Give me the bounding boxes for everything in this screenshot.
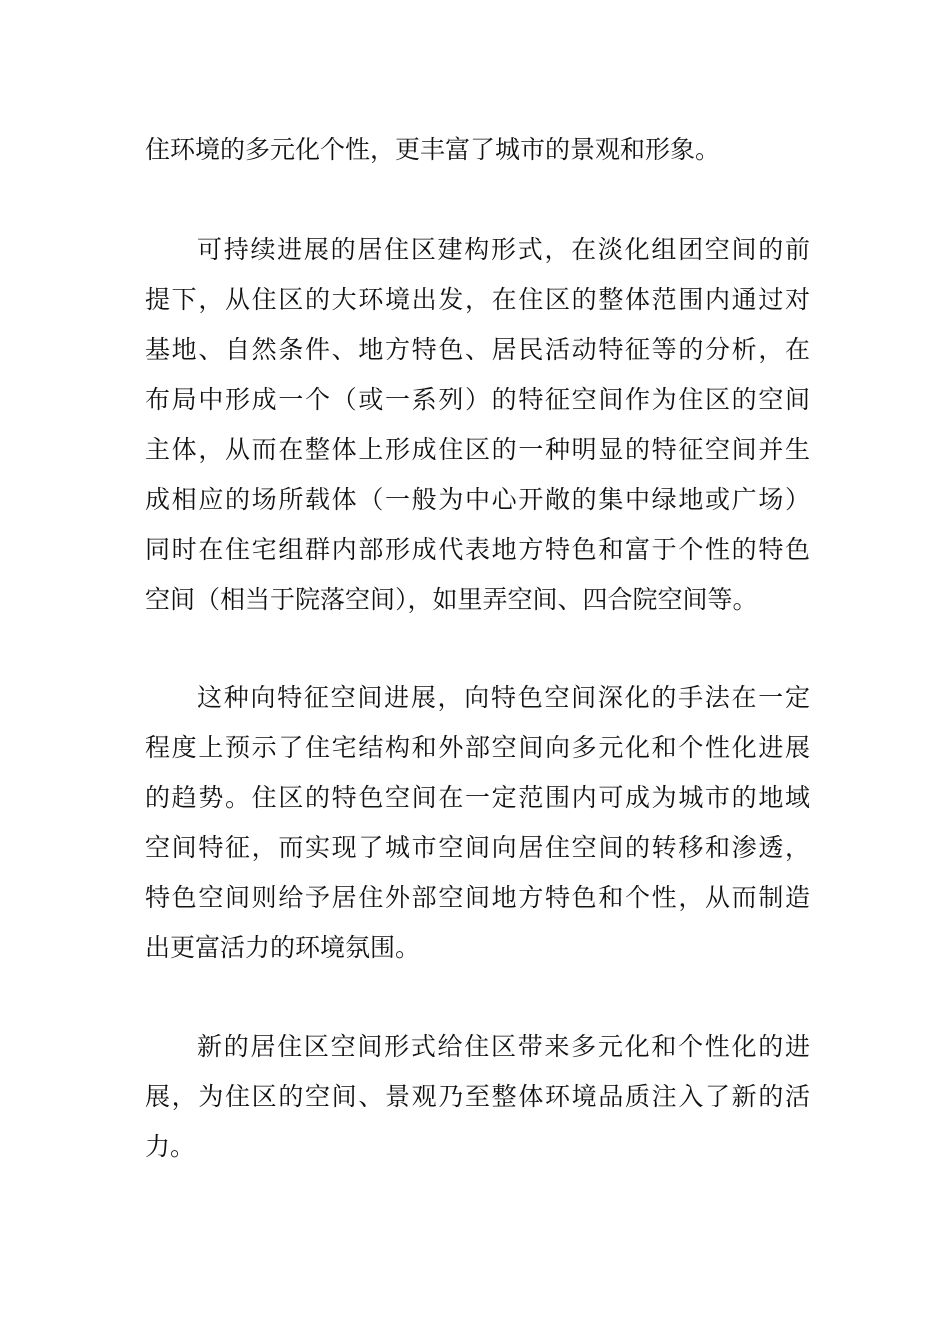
- paragraph-line: 空间（相当于院落空间），如里弄空间、四合院空间等。: [145, 585, 758, 614]
- paragraph-line: 展，为住区的空间、景观乃至整体环境品质注入了新的活: [145, 1082, 810, 1111]
- paragraph-line: 这种向特征空间进展，向特色空间深化的手法在一定: [197, 683, 810, 712]
- paragraph-continuation: [145, 125, 810, 175]
- paragraph-line: 新的居住区空间形式给住区带来多元化和个性化的进: [197, 1032, 810, 1061]
- paragraph-line: 程度上预示了住宅结构和外部空间向多元化和个性化进展: [145, 733, 810, 762]
- paragraph-line: 力。: [145, 1132, 196, 1161]
- paragraph-line: 空间特征，而实现了城市空间向居住空间的转移和渗透，: [145, 833, 810, 862]
- paragraph-line: 布局中形成一个（或一系列）的特征空间作为住区的空间: [145, 385, 810, 414]
- paragraph-line: 成相应的场所载体（一般为中心开敞的集中绿地或广场）: [145, 485, 810, 514]
- paragraph-line: 基地、自然条件、地方特色、居民活动特征等的分析，在: [145, 335, 810, 364]
- paragraph-line: 住环境的多元化个性，更丰富了城市的景观和形象。: [145, 135, 721, 164]
- paragraph-feature-space: [145, 673, 810, 973]
- paragraph-line: 出更富活力的环境氛围。: [145, 933, 421, 962]
- paragraph-line: 主体，从而在整体上形成住区的一种明显的特征空间并生: [145, 435, 810, 464]
- paragraph-line: 可持续进展的居住区建构形式，在淡化组团空间的前: [197, 235, 810, 264]
- paragraph-line: 同时在住宅组群内部形成代表地方特色和富于个性的特色: [145, 535, 810, 564]
- paragraph-line: 特色空间则给予居住外部空间地方特色和个性，从而制造: [145, 883, 810, 912]
- paragraph-residential-forms: [145, 225, 810, 625]
- paragraph-line: 提下，从住区的大环境出发，在住区的整体范围内通过对: [145, 285, 810, 314]
- paragraph-line: 的趋势。住区的特色空间在一定范围内可成为城市的地域: [145, 783, 810, 812]
- paragraph-new-forms: [145, 1022, 810, 1172]
